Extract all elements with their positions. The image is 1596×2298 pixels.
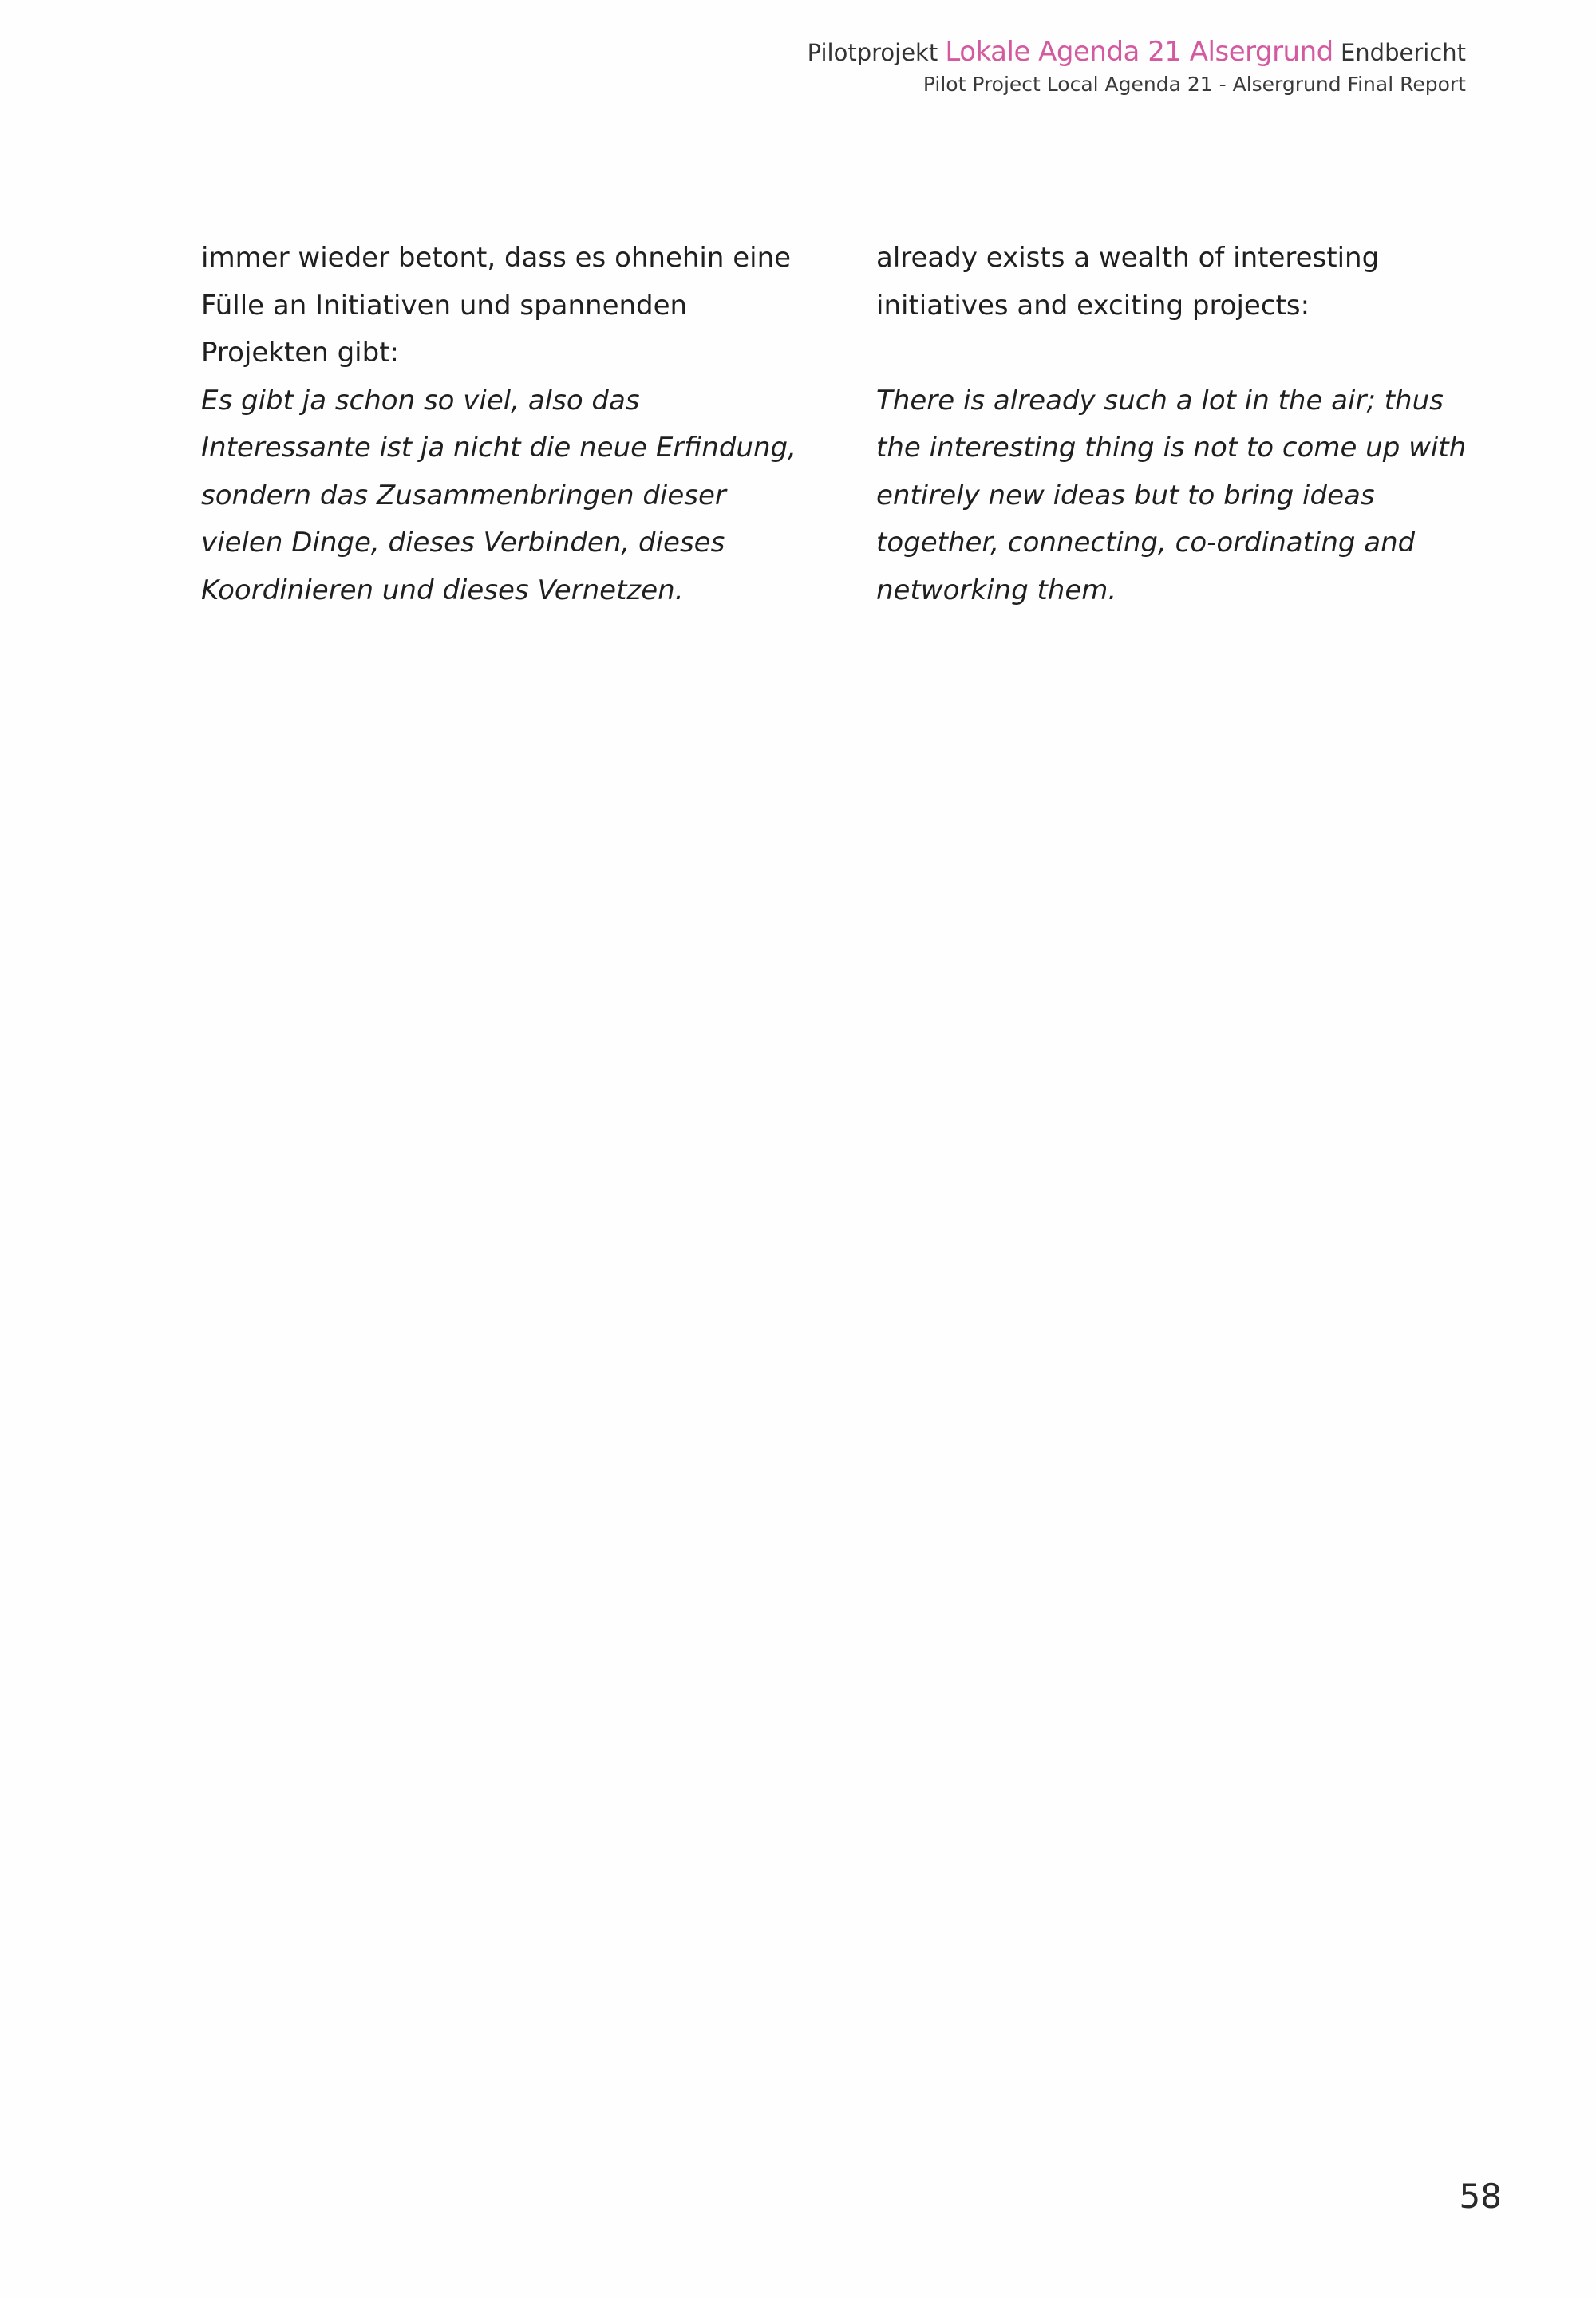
- german-column: [201, 235, 808, 614]
- header-prefix: Pilotprojekt: [807, 39, 938, 66]
- german-paragraph: immer wieder betont, dass es ohnehin eine Fülle an Initiativen und spannenden Projekten gibt:: [201, 242, 792, 369]
- english-quote: There is already such a lot in the air; thus the interesting thing is not to come up with entirely new ideas but to bring ideas together, connecting, co-ordinating and networking them.: [876, 384, 1467, 606]
- header-suffix: Endbericht: [1340, 39, 1466, 66]
- german-quote: Es gibt ja schon so viel, also das Interessante ist ja nicht die neue Erfindung, sondern das Zusammenbringen dieser vielen Dinge, dieses Verbinden, dieses Koordinieren und dieses Vernetzen.: [201, 384, 796, 606]
- header-title: [808, 35, 1466, 69]
- page-header: [808, 35, 1466, 98]
- header-subtitle: Pilot Project Local Agenda 21 - Alsergrund Final Report: [922, 73, 1466, 96]
- english-column: [876, 235, 1483, 614]
- header-project-name: Lokale Agenda 21 Alsergrund: [945, 36, 1333, 68]
- english-paragraph: already exists a wealth of interesting initiatives and exciting projects:: [876, 242, 1380, 322]
- page-number: 58: [1459, 2177, 1502, 2216]
